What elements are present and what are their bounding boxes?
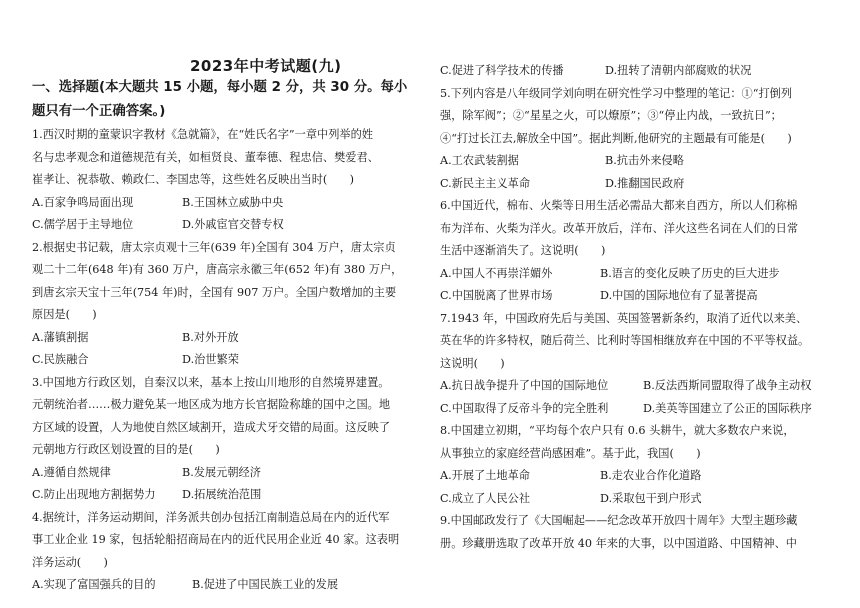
option[interactable]: D.美英等国建立了公正的国际秩序 [643,401,812,415]
option[interactable]: A.开展了土地革命 [440,469,530,482]
option[interactable]: B.王国林立威胁中央 [182,195,284,209]
option[interactable]: D.拓展统治范围 [182,488,262,501]
question-6-options [440,263,836,308]
option[interactable]: C.促进了科学技术的传播 [440,64,564,77]
option[interactable]: C.新民主主义革命 [440,176,531,190]
question-1-options [32,192,424,237]
question-2-stem: 2.根据史书记载，唐太宗贞观十三年(639 年)全国有 304 万户，唐太宗贞 观二十二年(648 年)有 360 万户，唐高宗永徽三年(652 年)有 380 万户， 到唐玄宗天宝十三年(754 年)时，全国有 907 万户。全国户数增加的主要 原因是( ) [32,240,403,321]
question-1-stem: 1.西汉时期的童蒙识字教材《急就篇》，在“姓氏名字”一章中列举的姓 名与忠孝观念和道德规范有关，如桓贤良、董奉德、程忠信、樊爱君、 崔孝让、祝恭敬、赖政仁、李国忠等，这些姓名反映出当时( ) [32,128,379,186]
option[interactable]: C.中国取得了反帝斗争的完全胜利 [440,401,609,415]
option[interactable]: B.抗击外来侵略 [605,154,684,167]
section-header [32,76,424,124]
option[interactable]: B.走农业合作化道路 [600,469,702,482]
question-4-options-row-2 [440,60,836,83]
question-3-options [32,462,424,507]
question-4-options-row-1 [32,574,424,597]
option[interactable]: A.中国人不再崇洋媚外 [440,266,553,280]
option[interactable]: D.扭转了清朝内部腐败的状况 [605,64,752,77]
question-8-stem: 8.中国建立初期，“平均每个农户只有 0.6 头耕牛，就大多数农户来说， 从事独立的家庭经营尚感困难”。基于此，我国( ) [440,424,795,460]
option[interactable]: B.反法西斯同盟取得了战争主动权 [643,379,812,392]
option[interactable]: D.采取包干到户形式 [600,491,702,505]
option[interactable]: B.语言的变化反映了历史的巨大进步 [600,266,780,280]
question-7-options [440,375,836,420]
option[interactable]: D.中国的国际地位有了显著提高 [600,289,758,302]
question-7-stem: 7.1943 年，中国政府先后与美国、英国签署新条约，取消了近代以来美、 英在华的许多特权，随后荷兰、比利时等国相继放弃在中国的不平等权益。 这说明( ) [440,311,810,370]
option[interactable]: A.工农武装割据 [440,154,519,167]
question-8-options [440,465,836,510]
question-3-stem: 3.中国地方行政区划，自秦汉以来，基本上按山川地形的自然境界建置。 元朝统治者……极力避免某一地区成为地方长官据险称雄的国中之国。地 方区域的设置，人为地使自然区域割开，造成犬牙交错的局面。这反映了 元朝地方行政区划设置的目的是( ) [32,375,391,456]
left-column [32,56,424,597]
question-2-options [32,327,424,372]
option[interactable]: A.遵循自然规律 [32,465,111,479]
right-column [440,60,836,555]
option[interactable]: C.民族融合 [32,353,89,366]
option[interactable]: C.成立了人民公社 [440,491,531,505]
option[interactable]: A.百家争鸣局面出现 [32,195,134,209]
option[interactable]: A.实现了富国强兵的目的 [32,578,156,591]
option[interactable]: C.儒学居于主导地位 [32,218,134,231]
option[interactable]: C.防止出现地方割据势力 [32,488,156,501]
option[interactable]: D.治世繁荣 [182,353,239,366]
question-5-stem: 5.下列内容是八年级同学刘向明在研究性学习中整理的笔记：①“打倒列 强，除军阀”；②“星星之火，可以燎原”；③“停止内战，一致抗日”； ④“打过长江去,解放全中国”。据此判断,他研究的主题最有可能是( ) [440,86,793,145]
section-header-line-1: 一、选择题(本大题共 15 小题，每小题 2 分，共 30 分。每小 [32,80,408,95]
option[interactable]: B.发展元朝经济 [182,465,261,479]
question-6-stem: 6.中国近代，棉布、火柴等日用生活必需品大都来自西方，所以人们称棉 布为洋布、火柴为洋火。改革开放后，洋布、洋火这些名词在人们的日常 生活中逐渐消失了。这说明( ) [440,199,799,257]
option[interactable]: C.中国脱离了世界市场 [440,289,553,302]
option[interactable]: B.促进了中国民族工业的发展 [192,578,339,591]
option[interactable]: D.外戚宦官交替专权 [182,218,284,231]
option[interactable]: A.藩镇割据 [32,330,89,344]
option[interactable]: D.推翻国民政府 [605,176,685,190]
option[interactable]: B.对外开放 [182,330,239,344]
section-header-line-2: 题只有一个正确答案。) [32,104,166,119]
question-9-stem: 9.中国邮政发行了《大国崛起——纪念改革开放四十周年》大型主题珍藏 册。珍藏册选取了改革开放 40 年来的大事，以中国道路、中国精神、中 [440,514,798,550]
option[interactable]: A.抗日战争提升了中国的国际地位 [440,379,609,392]
page-title: 2023年中考试题(九) [190,57,342,75]
question-5-options [440,150,836,195]
question-4-stem: 4.据统计，洋务运动期间，洋务派共创办包括江南制造总局在内的近代军 事工业企业 19 家，包括轮船招商局在内的近代民用企业近 40 家。这表明 洋务运动( ) [32,510,400,569]
